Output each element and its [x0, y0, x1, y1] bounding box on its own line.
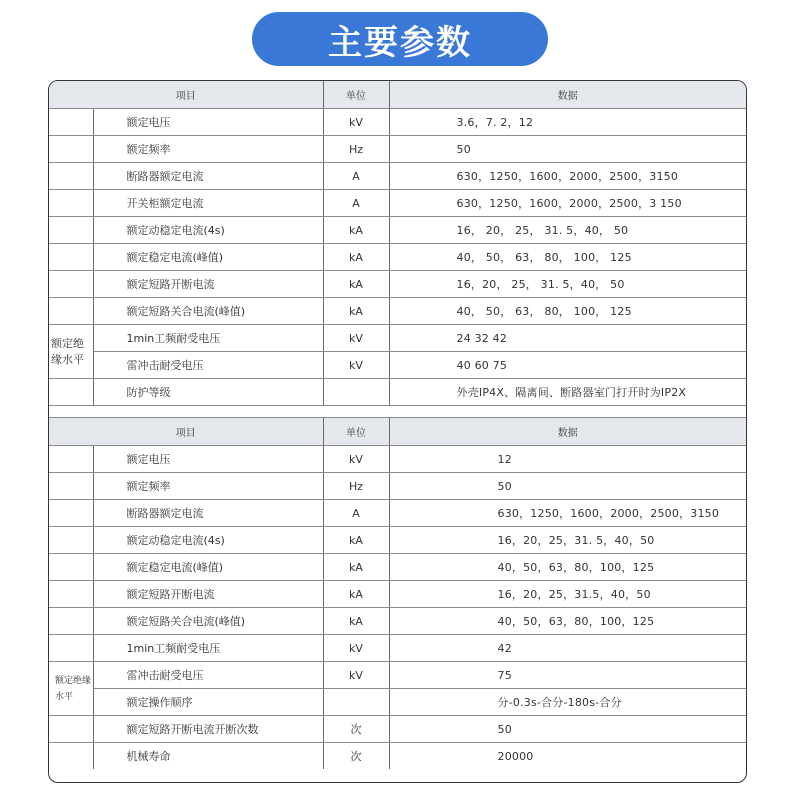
unit-cell [323, 689, 389, 716]
value-cell: 75 [389, 662, 746, 689]
group-cell [49, 608, 93, 635]
value-cell: 3.6，7. 2，12 [389, 109, 746, 136]
unit-cell: kA [323, 298, 389, 325]
page-title: 主要参数 [252, 12, 548, 66]
table-row [49, 743, 746, 770]
unit-cell: kA [323, 244, 389, 271]
item-cell: 额定频率 [93, 473, 323, 500]
value-cell: 40 60 75 [389, 352, 746, 379]
value-cell: 630，1250，1600，2000，2500，3 150 [389, 190, 746, 217]
table-row [49, 662, 746, 689]
item-cell: 1min工频耐受电压 [93, 325, 323, 352]
group-cell [49, 473, 93, 500]
table-header-row [49, 81, 746, 109]
item-cell: 额定频率 [93, 136, 323, 163]
group-cell [49, 743, 93, 770]
item-cell: 额定短路开断电流 [93, 271, 323, 298]
group-cell [49, 244, 93, 271]
item-cell: 断路器额定电流 [93, 500, 323, 527]
group-cell [49, 217, 93, 244]
parameters-table-2 [49, 418, 746, 769]
unit-cell: kA [323, 217, 389, 244]
table-row [49, 163, 746, 190]
value-cell: 24 32 42 [389, 325, 746, 352]
value-cell: 12 [389, 446, 746, 473]
item-cell: 断路器额定电流 [93, 163, 323, 190]
unit-cell: kA [323, 271, 389, 298]
group-label-insulation: 额定绝缘水平 [49, 662, 93, 716]
value-cell: 16，20， 25， 31. 5，40， 50 [389, 271, 746, 298]
group-cell [49, 190, 93, 217]
table-row [49, 136, 746, 163]
value-cell: 外壳IP4X、隔离间、断路器室门打开时为IP2X [389, 379, 746, 406]
table-row [49, 473, 746, 500]
table-row [49, 298, 746, 325]
group-cell [49, 716, 93, 743]
unit-cell: kA [323, 608, 389, 635]
unit-cell: A [323, 163, 389, 190]
group-cell [49, 446, 93, 473]
unit-cell: kV [323, 662, 389, 689]
item-cell: 额定稳定电流(峰值) [93, 554, 323, 581]
table-row [49, 716, 746, 743]
spacer [49, 406, 746, 418]
group-cell [49, 298, 93, 325]
unit-cell: 次 [323, 743, 389, 770]
header-item: 项目 [49, 81, 323, 109]
item-cell: 防护等级 [93, 379, 323, 406]
value-cell: 40，50，63，80，100，125 [389, 608, 746, 635]
group-cell [49, 554, 93, 581]
unit-cell: kA [323, 554, 389, 581]
table-row [49, 217, 746, 244]
header-data: 数据 [389, 81, 746, 109]
group-cell [49, 635, 93, 662]
header-item: 项目 [49, 418, 323, 446]
table-gap [49, 406, 746, 418]
value-cell: 630，1250，1600，2000，2500，3150 [389, 163, 746, 190]
unit-cell: Hz [323, 473, 389, 500]
unit-cell: kV [323, 635, 389, 662]
table-row [49, 379, 746, 406]
unit-cell: A [323, 500, 389, 527]
group-label-insulation: 额定绝缘水平 [49, 325, 93, 379]
group-cell [49, 271, 93, 298]
value-cell: 16，20，25，31. 5，40，50 [389, 527, 746, 554]
value-cell: 16， 20， 25， 31. 5，40， 50 [389, 217, 746, 244]
parameters-frame [48, 80, 747, 783]
value-cell: 20000 [497, 749, 534, 763]
value-cell: 630，1250，1600，2000，2500，3150 [389, 500, 746, 527]
group-cell [49, 109, 93, 136]
header-unit: 单位 [323, 418, 389, 446]
item-cell: 额定操作顺序 [93, 689, 323, 716]
table-row [49, 325, 746, 352]
unit-cell: A [323, 190, 389, 217]
item-cell: 额定动稳定电流(4s) [93, 527, 323, 554]
table-row [49, 689, 746, 716]
table-row [49, 271, 746, 298]
table-row [49, 527, 746, 554]
value-cell: 42 [389, 635, 746, 662]
header-unit: 单位 [323, 81, 389, 109]
value-cell: 40，50，63，80，100，125 [389, 554, 746, 581]
unit-cell: kA [323, 527, 389, 554]
header-data: 数据 [389, 418, 746, 446]
value-cell: 40， 50， 63， 80， 100， 125 [389, 298, 746, 325]
unit-cell: kV [323, 352, 389, 379]
item-cell: 额定电压 [93, 446, 323, 473]
item-cell: 额定短路关合电流(峰值) [93, 608, 323, 635]
group-cell [49, 581, 93, 608]
unit-cell: kV [323, 325, 389, 352]
table-row [49, 500, 746, 527]
table-row [49, 635, 746, 662]
item-cell: 额定短路开断电流开断次数 [93, 716, 323, 743]
table-row [49, 581, 746, 608]
item-cell: 额定电压 [93, 109, 323, 136]
item-cell: 额定短路关合电流(峰值) [93, 298, 323, 325]
item-cell: 额定稳定电流(峰值) [93, 244, 323, 271]
item-cell: 额定动稳定电流(4s) [93, 217, 323, 244]
table-row [49, 352, 746, 379]
item-cell: 开关柜额定电流 [93, 190, 323, 217]
group-cell [49, 136, 93, 163]
table-row [49, 446, 746, 473]
unit-cell: kA [323, 581, 389, 608]
item-cell: 1min工频耐受电压 [93, 635, 323, 662]
item-cell: 额定短路开断电流 [93, 581, 323, 608]
table-row [49, 190, 746, 217]
unit-cell: kV [323, 109, 389, 136]
value-cell: 50 [389, 716, 746, 743]
unit-cell: kV [323, 446, 389, 473]
table-header-row [49, 418, 746, 446]
unit-cell: 次 [323, 716, 389, 743]
unit-cell: Hz [323, 136, 389, 163]
value-cell: 16，20，25，31.5，40，50 [389, 581, 746, 608]
table-row [49, 608, 746, 635]
table-row [49, 109, 746, 136]
value-cell: 40， 50， 63， 80， 100， 125 [389, 244, 746, 271]
value-cell: 50 [389, 136, 746, 163]
value-cell: 50 [389, 473, 746, 500]
group-cell [49, 163, 93, 190]
item-cell: 机械寿命 [93, 743, 323, 770]
group-cell [49, 527, 93, 554]
group-cell [49, 379, 93, 406]
unit-cell [323, 379, 389, 406]
group-cell [49, 500, 93, 527]
value-cell: 分-0.3s-合分-180s-合分 [389, 689, 746, 716]
table-row [49, 554, 746, 581]
parameters-table-1 [49, 81, 746, 418]
table-row [49, 244, 746, 271]
item-cell: 雷冲击耐受电压 [93, 662, 323, 689]
item-cell: 雷冲击耐受电压 [93, 352, 323, 379]
